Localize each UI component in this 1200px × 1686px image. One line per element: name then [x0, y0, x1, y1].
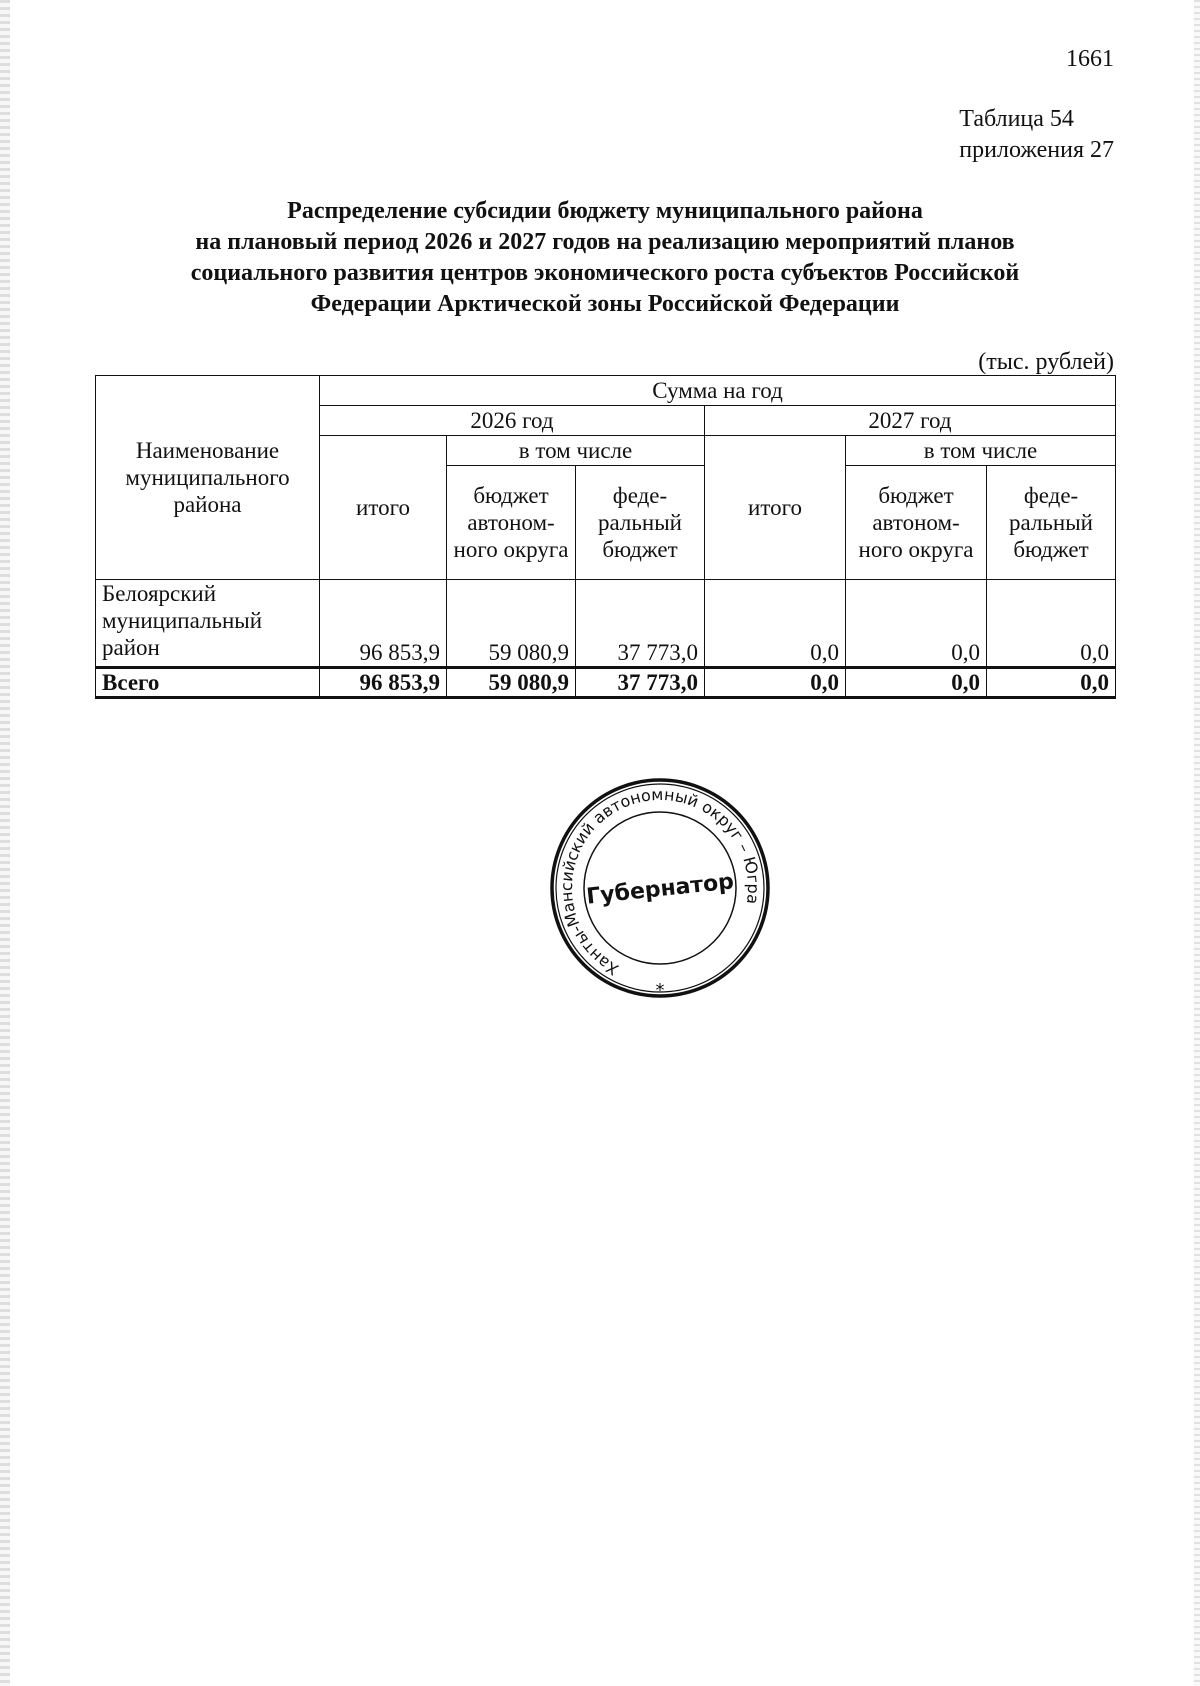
total-label: Всего	[96, 668, 320, 698]
row-municipality-name: Белоярский муниципальный район	[96, 580, 320, 668]
header-2026-ao-budget: бюджет автоном-ного округа	[447, 466, 576, 580]
header-municipality-name: Наименование муниципального района	[96, 376, 320, 580]
title-line-3: социального развития центров экономического роста субъектов Российской	[190, 260, 1020, 286]
row-2027-ao: 0,0	[846, 580, 987, 668]
row-2026-total: 96 853,9	[320, 580, 447, 668]
header-2026-including: в том числе	[447, 436, 705, 466]
row-2026-ao: 59 080,9	[447, 580, 576, 668]
page-number: 1661	[1066, 46, 1114, 72]
header-2026-total: итого	[320, 436, 447, 580]
total-2027-fed: 0,0	[987, 668, 1116, 698]
scan-edge-left	[0, 0, 10, 1686]
seal-center-text: Губернатор	[585, 869, 736, 910]
header-year-2026: 2026 год	[320, 406, 705, 436]
seal-ring-text: Ханты-Мансийский автономный округ – Югра	[556, 784, 764, 980]
scan-edge-right	[1194, 0, 1200, 1686]
subsidy-table	[95, 375, 1116, 699]
table-number: Таблица 54	[959, 106, 1074, 132]
total-2027-ao: 0,0	[846, 668, 987, 698]
header-sum-per-year: Сумма на год	[320, 376, 1116, 406]
header-2027-including: в том числе	[846, 436, 1116, 466]
appendix-number: приложения 27	[959, 137, 1114, 163]
header-year-2027: 2027 год	[705, 406, 1116, 436]
row-2027-total: 0,0	[705, 580, 846, 668]
row-2027-fed: 0,0	[987, 580, 1116, 668]
table-reference	[959, 104, 1114, 166]
header-2027-fed-budget: феде-ральный бюджет	[987, 466, 1116, 580]
total-row	[96, 668, 1116, 698]
governor-seal-stamp	[548, 776, 772, 1000]
header-2027-ao-budget: бюджет автоном-ного округа	[846, 466, 987, 580]
units-label: (тыс. рублей)	[978, 349, 1114, 375]
seal-star: *	[655, 980, 665, 1000]
total-2026-total: 96 853,9	[320, 668, 447, 698]
total-2027-total: 0,0	[705, 668, 846, 698]
total-2026-ao: 59 080,9	[447, 668, 576, 698]
header-2026-fed-budget: феде-ральный бюджет	[576, 466, 705, 580]
title-line-1: Распределение субсидии бюджету муниципального района	[287, 198, 923, 224]
document-title	[95, 196, 1115, 320]
table-row	[96, 580, 1116, 668]
row-2026-fed: 37 773,0	[576, 580, 705, 668]
header-2027-total: итого	[705, 436, 846, 580]
title-line-2: на плановый период 2026 и 2027 годов на реализацию мероприятий планов	[195, 229, 1015, 255]
title-line-4: Федерации Арктической зоны Российской Федерации	[310, 291, 900, 317]
total-2026-fed: 37 773,0	[576, 668, 705, 698]
